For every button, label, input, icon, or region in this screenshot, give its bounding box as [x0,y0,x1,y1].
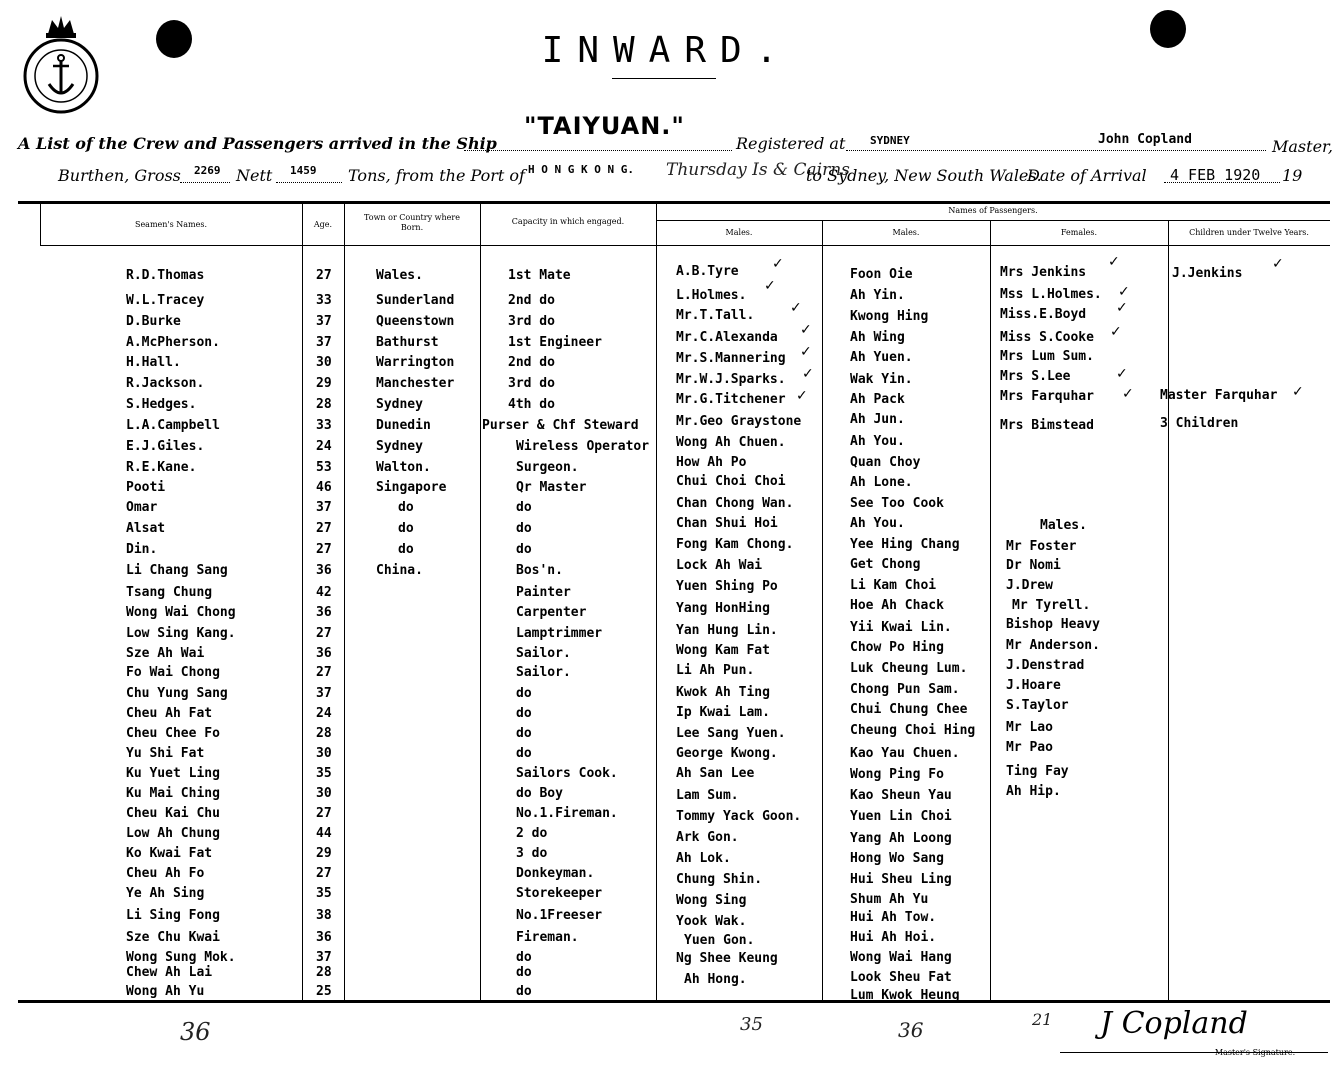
total-males-2: 36 [898,1018,924,1042]
crew-name: R.D.Thomas [126,268,205,283]
crew-age: 28 [316,397,332,412]
header-males-1: Males. [725,228,753,237]
passenger-male: Kao Yau Chuen. [850,746,960,761]
col-rule-7 [1168,221,1169,1001]
crew-capacity: 1st Engineer [508,335,602,350]
col-rule-4 [656,203,657,1001]
passenger-male: Wak Yin. [850,372,913,387]
passenger-male: Ah Yin. [850,288,905,303]
crew-capacity: 1st Mate [508,268,571,283]
crew-capacity: do [516,686,532,701]
total-males-3: 21 [1032,1010,1053,1029]
passenger-male: Ah Lok. [676,851,731,866]
passenger-male: Mr.S.Mannering [676,351,786,366]
crew-name: Ku Yuet Ling [126,766,220,781]
tick-mark: ✓ [1122,386,1134,402]
crew-age: 27 [316,626,332,641]
passenger-male: Kwong Hing [850,309,929,324]
crew-name: Low Sing Kang. [126,626,236,641]
nett-label: Nett [236,166,273,185]
crew-born: do [398,542,414,557]
crew-capacity: Bos'n. [516,563,563,578]
header-passengers: Names of Passengers. [948,206,1038,215]
heading-rule [612,78,716,81]
col-rule-1 [302,203,303,1001]
crew-age: 33 [316,418,332,433]
crew-name: Chew Ah Lai [126,965,213,980]
tick-mark: ✓ [800,322,812,338]
crew-age: 27 [316,665,332,680]
year-suffix: 19 [1282,166,1303,185]
passenger-male: Mr.T.Tall. [676,308,755,323]
crew-capacity: Sailors Cook. [516,766,618,781]
arrival-date: 4 FEB 1920 [1170,166,1261,184]
passenger-male: Ah Wing [850,330,905,345]
crew-capacity: 2nd do [508,293,555,308]
gross-underline [180,182,230,183]
crew-name: Tsang Chung [126,585,213,600]
intro-text: A List of the Crew and Passengers arrived in the Ship [18,134,497,153]
passenger-male: Mr.G.Titchener [676,392,786,407]
crew-age: 36 [316,930,332,945]
header-children: Children under Twelve Years. [1189,228,1309,237]
crew-name: A.McPherson. [126,335,220,350]
crew-name: Pooti [126,480,166,495]
passenger-male: Luk Cheung Lum. [850,661,968,676]
tick-mark: ✓ [1110,324,1122,340]
passenger-male: Wong Ping Fo [850,767,944,782]
crew-name: Din. [126,542,158,557]
crew-name: Cheu Kai Chu [126,806,220,821]
crew-age: 25 [316,984,332,999]
passenger-male: A.B.Tyre [676,264,739,279]
crew-age: 24 [316,706,332,721]
total-crew: 36 [180,1018,211,1046]
passenger-male: Lam Sum. [676,788,739,803]
passenger-female: Mrs Lum Sum. [1000,349,1094,364]
crew-born: Warrington [376,355,455,370]
crew-born: Bathurst [376,335,439,350]
passenger-male: Get Chong [850,557,921,572]
crew-capacity: Wireless Operator [516,439,650,454]
crew-name: Alsat [126,521,166,536]
passenger-male: How Ah Po [676,455,747,470]
passenger-male: Ah Pack [850,392,905,407]
crew-born: Sydney [376,397,423,412]
passenger-male: Yang HonHing [676,601,770,616]
passenger-male: Mr Anderson. [1006,638,1100,653]
passenger-male: Foon Oie [850,267,913,282]
tick-mark: ✓ [772,256,784,272]
crew-age: 27 [316,521,332,536]
crew-name: Wong Ah Yu [126,984,205,999]
passenger-male: Ah You. [850,434,905,449]
passenger-male: Ng Shee Keung [676,951,778,966]
passenger-male: Mr.Geo Graystone [676,414,802,429]
males-sub-label: Males. [1040,518,1087,533]
crew-age: 46 [316,480,332,495]
crew-age: 24 [316,439,332,454]
heading: INWARD. [541,30,792,71]
passenger-male: Ah You. [850,516,905,531]
passenger-female: Mss L.Holmes. [1000,287,1102,302]
tick-mark: ✓ [800,344,812,360]
tick-mark: ✓ [1118,284,1130,300]
passenger-male: Yuen Gon. [684,933,755,948]
crew-age: 36 [316,646,332,661]
crew-age: 42 [316,585,332,600]
passenger-male: J.Denstrad [1006,658,1085,673]
passenger-male: Kao Sheun Yau [850,788,952,803]
crew-name: Ye Ah Sing [126,886,205,901]
crew-name: Yu Shi Fat [126,746,205,761]
master-signature: J Copland [1100,1006,1248,1041]
crew-capacity: Qr Master [516,480,587,495]
crew-age: 37 [316,686,332,701]
passenger-child: Master Farquhar [1160,388,1278,403]
crew-age: 30 [316,746,332,761]
total-males-1: 35 [740,1014,763,1035]
crew-age: 29 [316,846,332,861]
crew-capacity: Lamptrimmer [516,626,603,641]
registered-port: SYDNEY [870,134,910,147]
crew-born: Singapore [376,480,447,495]
crew-capacity: do Boy [516,786,563,801]
crew-name: Ko Kwai Fat [126,846,213,861]
passenger-male: Lee Sang Yuen. [676,726,786,741]
col-rule-3 [480,203,481,1001]
passenger-male: Shum Ah Yu [850,892,929,907]
passenger-male: Lum Kwok Heung [850,988,960,1003]
signature-label: Master's Signature. [1214,1048,1296,1057]
crew-capacity: Painter [516,585,571,600]
passenger-female: Miss S.Cooke [1000,330,1094,345]
crew-age: 37 [316,500,332,515]
header-seamen: Seamen's Names. [134,220,208,229]
passenger-male: Hong Wo Sang [850,851,944,866]
passenger-male: Hui Ah Tow. [850,910,937,925]
passenger-female: Mrs Farquhar [1000,389,1094,404]
crew-capacity: do [516,706,532,721]
passenger-male: Kwok Ah Ting [676,685,770,700]
passenger-male: Chan Chong Wan. [676,496,794,511]
passenger-female: Mrs Jenkins [1000,265,1087,280]
passenger-male: Dr Nomi [1006,558,1061,573]
passengers-rule [656,220,1330,221]
crew-age: 36 [316,605,332,620]
crew-name: D.Burke [126,314,181,329]
crew-capacity: do [516,521,532,536]
crew-name: L.A.Campbell [126,418,220,433]
crew-age: 35 [316,886,332,901]
crew-name: Omar [126,500,158,515]
passenger-female: Miss.E.Boyd [1000,307,1087,322]
to-text: to Sydney, New South Wales. [806,166,1042,185]
passenger-male: Hui Ah Hoi. [850,930,937,945]
passenger-male: Yan Hung Lin. [676,623,778,638]
crew-name: Li Sing Fong [126,908,220,923]
crew-capacity: Donkeyman. [516,866,595,881]
crew-age: 37 [316,314,332,329]
crew-age: 28 [316,726,332,741]
crew-capacity: 2nd do [508,355,555,370]
handwritten-route: Thursday Is & Cairns [666,160,850,180]
crew-age: 38 [316,908,332,923]
crew-age: 33 [316,293,332,308]
passenger-male: Yuen Shing Po [676,579,778,594]
col-rule-6 [990,221,991,1001]
crew-capacity: do [516,746,532,761]
passenger-male: Mr Tyrell. [1012,598,1091,613]
master-name: John Copland [1098,132,1192,147]
passenger-male: Chong Pun Sam. [850,682,960,697]
registered-label: Registered at [736,134,846,153]
crew-name: Wong Sung Mok. [126,950,236,965]
passenger-male: Ah Lone. [850,475,913,490]
crew-born: do [398,521,414,536]
crew-capacity: 3rd do [508,314,555,329]
passenger-male: Lock Ah Wai [676,558,763,573]
crew-capacity: No.1.Fireman. [516,806,618,821]
passenger-male: Ah San Lee [676,766,755,781]
passenger-male: Yuen Lin Choi [850,809,952,824]
header-females: Females. [1060,228,1098,237]
table-top-rule [18,201,1330,204]
passenger-male: Mr.W.J.Sparks. [676,372,786,387]
passenger-male: George Kwong. [676,746,778,761]
nett-underline [276,182,342,183]
crew-name: R.E.Kane. [126,460,197,475]
ship-underline [464,150,732,151]
crew-born: Sydney [376,439,423,454]
crew-name: R.Jackson. [126,376,205,391]
crew-name: Low Ah Chung [126,826,220,841]
crew-name: Chu Yung Sang [126,686,228,701]
crew-capacity: Sailor. [516,646,571,661]
passenger-male: Chow Po Hing [850,640,944,655]
header-born: Town or Country where Born. [364,213,460,232]
crew-capacity: Fireman. [516,930,579,945]
nett-tons: 1459 [290,164,317,177]
port-of: H O N G K O N G. [528,163,634,176]
crew-capacity: Surgeon. [516,460,579,475]
passenger-male: Mr Foster [1006,539,1077,554]
header-age: Age. [313,220,333,229]
registered-underline [846,150,1266,151]
passenger-male: Li Kam Choi [850,578,937,593]
passenger-male: Ah Yuen. [850,350,913,365]
crew-name: Cheu Ah Fat [126,706,213,721]
crew-capacity: do [516,965,532,980]
passenger-male: Chui Chung Chee [850,702,968,717]
passenger-male: Chan Shui Hoi [676,516,778,531]
crew-born: China. [376,563,423,578]
tick-mark: ✓ [1116,366,1128,382]
crew-capacity: Carpenter [516,605,587,620]
crew-capacity: do [516,542,532,557]
passenger-male: Fong Kam Chong. [676,537,794,552]
crew-age: 29 [316,376,332,391]
tons-label: Tons, from the Port of [348,166,525,185]
crew-age: 36 [316,563,332,578]
passenger-male: Mr.C.Alexanda [676,330,778,345]
crew-age: 37 [316,335,332,350]
passenger-male: Wong Sing [676,893,747,908]
burthen-label: Burthen, Gross [58,166,181,185]
col-rule-5 [822,221,823,1001]
crew-born: Queenstown [376,314,455,329]
master-label: Master, [1272,137,1333,156]
crew-age: 27 [316,542,332,557]
passenger-male: J.Drew [1006,578,1053,593]
passenger-male: Hui Sheu Ling [850,872,952,887]
tick-mark: ✓ [1292,384,1304,400]
tick-mark: ✓ [802,366,814,382]
tick-mark: ✓ [790,300,802,316]
crew-age: 27 [316,866,332,881]
passenger-male: J.Hoare [1006,678,1061,693]
crew-capacity: Purser & Chf Steward [482,418,639,433]
passenger-male: Cheung Choi Hing [850,723,976,738]
crew-name: Sze Ah Wai [126,646,205,661]
crew-age: 44 [316,826,332,841]
crew-age: 30 [316,355,332,370]
crew-name: S.Hedges. [126,397,197,412]
crew-born: Manchester [376,376,455,391]
crew-capacity: 3 do [516,846,548,861]
passenger-child: 3 Children [1160,416,1239,431]
passenger-female: Mrs S.Lee [1000,369,1071,384]
passenger-male: Ip Kwai Lam. [676,705,770,720]
tick-mark: ✓ [1272,256,1284,272]
passenger-male: Wong Ah Chuen. [676,435,786,450]
crew-capacity: do [516,950,532,965]
tick-mark: ✓ [1108,254,1120,270]
crew-name: Cheu Ah Fo [126,866,205,881]
passenger-male: Chui Choi Choi [676,474,786,489]
passenger-child: J.Jenkins [1172,266,1243,281]
passenger-female: Mrs Bimstead [1000,418,1094,433]
passenger-male: Ah Hip. [1006,784,1061,799]
crew-capacity: do [516,500,532,515]
col-rule-2 [344,203,345,1001]
passenger-male: Ting Fay [1006,764,1069,779]
passenger-male: Yee Hing Chang [850,537,960,552]
header-males-2: Males. [892,228,920,237]
passenger-male: S.Taylor [1006,698,1069,713]
crew-capacity: 3rd do [508,376,555,391]
crew-age: 37 [316,950,332,965]
crew-born: do [398,500,414,515]
crew-name: Cheu Chee Fo [126,726,220,741]
passenger-male: Wong Kam Fat [676,643,770,658]
tick-mark: ✓ [1116,300,1128,316]
crew-name: E.J.Giles. [126,439,205,454]
ship-name: "TAIYUAN." [524,112,685,140]
header-capacity: Capacity in which engaged. [511,217,625,226]
crew-name: Ku Mai Ching [126,786,220,801]
crew-capacity: do [516,726,532,741]
table-bottom-rule [18,1000,1330,1003]
passenger-male: See Too Cook [850,496,944,511]
crew-name: W.L.Tracey [126,293,205,308]
crew-born: Walton. [376,460,431,475]
crew-name: Wong Wai Chong [126,605,236,620]
gross-tons: 2269 [194,164,221,177]
crew-born: Sunderland [376,293,455,308]
passenger-male: Look Sheu Fat [850,970,952,985]
passenger-male: Quan Choy [850,455,921,470]
crew-name: H.Hall. [126,355,181,370]
passenger-male: Mr Pao [1006,740,1053,755]
crew-age: 27 [316,268,332,283]
crew-capacity: 4th do [508,397,555,412]
passenger-male: Hoe Ah Chack [850,598,944,613]
passenger-male: Yook Wak. [676,914,747,929]
crew-age: 30 [316,786,332,801]
passenger-male: Li Ah Pun. [676,663,755,678]
passenger-male: Bishop Heavy [1006,617,1100,632]
tick-mark: ✓ [764,278,776,294]
passenger-male: Chung Shin. [676,872,763,887]
header-bottom-rule [40,245,1330,246]
passenger-male: Ah Hong. [684,972,747,987]
crew-capacity: Storekeeper [516,886,603,901]
passenger-male: Mr Lao [1006,720,1053,735]
tick-mark: ✓ [796,388,808,404]
passenger-male: Yang Ah Loong [850,831,952,846]
arrival-label: Date of Arrival [1027,166,1147,185]
passenger-male: L.Holmes. [676,288,747,303]
passenger-male: Ah Jun. [850,412,905,427]
crew-capacity: Sailor. [516,665,571,680]
crew-age: 53 [316,460,332,475]
passenger-male: Ark Gon. [676,830,739,845]
crew-capacity: 2 do [516,826,548,841]
crew-name: Sze Chu Kwai [126,930,220,945]
passenger-male: Wong Wai Hang [850,950,952,965]
crew-capacity: No.1Freeser [516,908,603,923]
crew-name: Li Chang Sang [126,563,228,578]
crew-age: 27 [316,806,332,821]
passenger-male: Yii Kwai Lin. [850,620,952,635]
crew-born: Wales. [376,268,423,283]
passenger-male: Tommy Yack Goon. [676,809,802,824]
crew-capacity: do [516,984,532,999]
crew-name: Fo Wai Chong [126,665,220,680]
crew-age: 28 [316,965,332,980]
crew-age: 35 [316,766,332,781]
crew-born: Dunedin [376,418,431,433]
